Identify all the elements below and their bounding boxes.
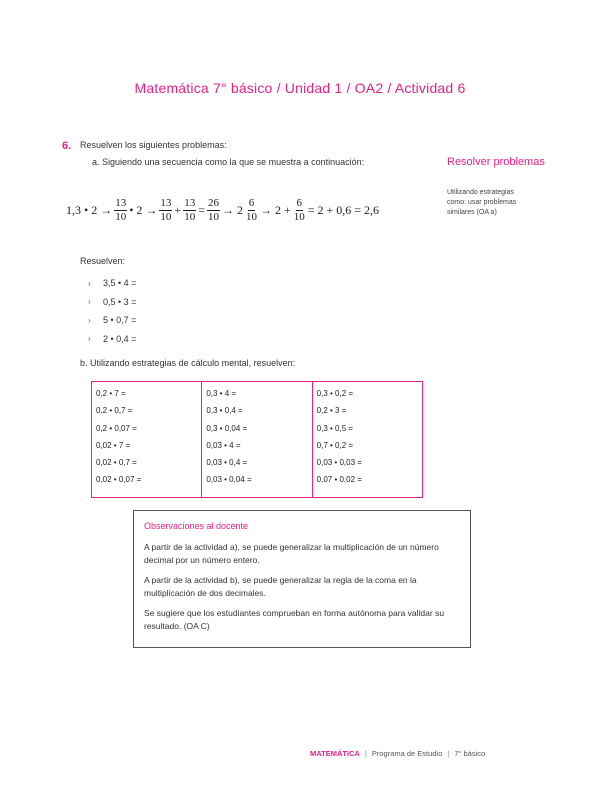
sequence-term: + [174, 202, 182, 217]
fraction [293, 197, 306, 224]
teacher-note: Se sugiere que los estudiantes comprueban en forma autónoma para validar su resultado. (OA C) [144, 608, 445, 631]
grid-column-3 [313, 382, 422, 497]
exercise-grid [91, 381, 423, 498]
grid-cell: 0,3 • 0,4 = [206, 406, 243, 416]
list-item [88, 293, 136, 312]
list-item [88, 330, 136, 349]
grid-cell: 0,02 • 0,07 = [96, 475, 142, 485]
fraction [114, 197, 127, 224]
sequence-term: → 2 [221, 202, 243, 217]
teacher-notes-box [133, 510, 471, 648]
fraction-denominator: 10 [293, 210, 305, 223]
grid-cell: 0,2 • 0,7 = [96, 406, 133, 416]
fraction-numerator: 13 [184, 196, 196, 209]
grid-cell: 0,2 • 0,07 = [96, 423, 137, 433]
list-item [88, 311, 136, 330]
list-item-text: 3,5 • 4 = [103, 278, 137, 289]
question-intro: Resuelven los siguientes problemas: [80, 140, 227, 150]
fraction [207, 197, 220, 224]
sidebar-title: Resolver problemas [447, 156, 545, 168]
list-item-text: 0,5 • 3 = [103, 296, 137, 307]
fraction-denominator: 10 [160, 210, 172, 223]
question-number: 6. [62, 140, 72, 152]
grid-cell: 0,03 • 0,4 = [206, 458, 248, 468]
fraction-numerator: 6 [296, 196, 302, 209]
fraction-denominator: 10 [115, 210, 127, 223]
grid-cell: 0,02 • 0,7 = [96, 458, 137, 468]
grid-column-1 [92, 382, 202, 497]
resuelven-label: Resuelven: [80, 256, 126, 266]
footer-separator: | [447, 749, 450, 758]
list-item-text: 5 • 0,7 = [103, 315, 137, 326]
fraction-numerator: 13 [160, 196, 172, 209]
grid-cell: 0,03 • 4 = [206, 440, 241, 450]
sequence-term: → 2 + [259, 202, 291, 217]
fraction-denominator: 10 [245, 210, 257, 223]
grid-cell: 0,03 • 0,04 = [206, 475, 252, 485]
teacher-note: A partir de la actividad a), se puede generalizar la multiplicación de un número decimal por un número entero. [144, 542, 439, 565]
footer-separator: | [364, 749, 367, 758]
chevron-right-icon: › [88, 315, 91, 325]
fraction-numerator: 6 [248, 196, 255, 209]
page-footer [310, 749, 485, 758]
sequence-term: • 2 → [129, 202, 158, 217]
fraction-denominator: 10 [184, 210, 196, 223]
list-item-text: 2 • 0,4 = [103, 333, 137, 344]
fraction [159, 197, 172, 224]
list-item [88, 274, 136, 293]
grid-cell: 0,3 • 0,5 = [316, 423, 354, 433]
grid-cell: 0,2 • 7 = [96, 389, 126, 398]
page-title: Matemática 7° básico / Unidad 1 / OA2 / Actividad 6 [134, 80, 466, 96]
grid-cell: 0,07 • 0,02 = [316, 475, 362, 485]
part-b-instruction: b. Utilizando estrategias de cálculo mental, resuelven: [80, 358, 296, 368]
grid-column-2 [202, 382, 312, 497]
fraction [183, 197, 196, 224]
chevron-right-icon: › [88, 334, 91, 344]
grid-cell: 0,03 • 0,03 = [316, 458, 362, 468]
sequence-term: = 2 + 0,6 = 2,6 [307, 202, 380, 217]
grid-cell: 0,7 • 0,2 = [316, 440, 354, 450]
chevron-right-icon: › [88, 278, 91, 288]
footer-brand: MATEMÁTICA [310, 749, 360, 758]
teacher-notes-title: Observaciones al docente [144, 521, 249, 531]
sequence-term: 1,3 • 2 → [66, 202, 113, 217]
grid-cell: 0,3 • 0,04 = [206, 423, 248, 433]
footer-grade: 7° básico [454, 749, 486, 758]
sidebar-description: Utilizando estrategias como: usar problemas similares (OA a) [447, 189, 517, 216]
fraction-denominator: 10 [207, 210, 219, 223]
chevron-right-icon: › [88, 297, 91, 307]
fraction [245, 197, 258, 224]
grid-cell: 0,02 • 7 = [96, 440, 131, 450]
sequence-formula [66, 190, 379, 230]
grid-cell: 0,3 • 0,2 = [316, 389, 354, 398]
grid-cell: 0,3 • 4 = [206, 389, 237, 398]
sequence-term: = [198, 202, 205, 217]
fraction-numerator: 26 [207, 196, 219, 209]
fraction-numerator: 13 [115, 196, 127, 209]
footer-program: Programa de Estudio [371, 749, 443, 758]
part-a-instruction: a. Siguiendo una secuencia como la que se muestra a continuación: [92, 157, 365, 167]
teacher-note: A partir de la actividad b), se puede generalizar la regla de la coma en la multiplicación de dos decimales. [144, 575, 417, 598]
grid-cell: 0,2 • 3 = [316, 406, 347, 416]
exercise-list [88, 274, 136, 348]
